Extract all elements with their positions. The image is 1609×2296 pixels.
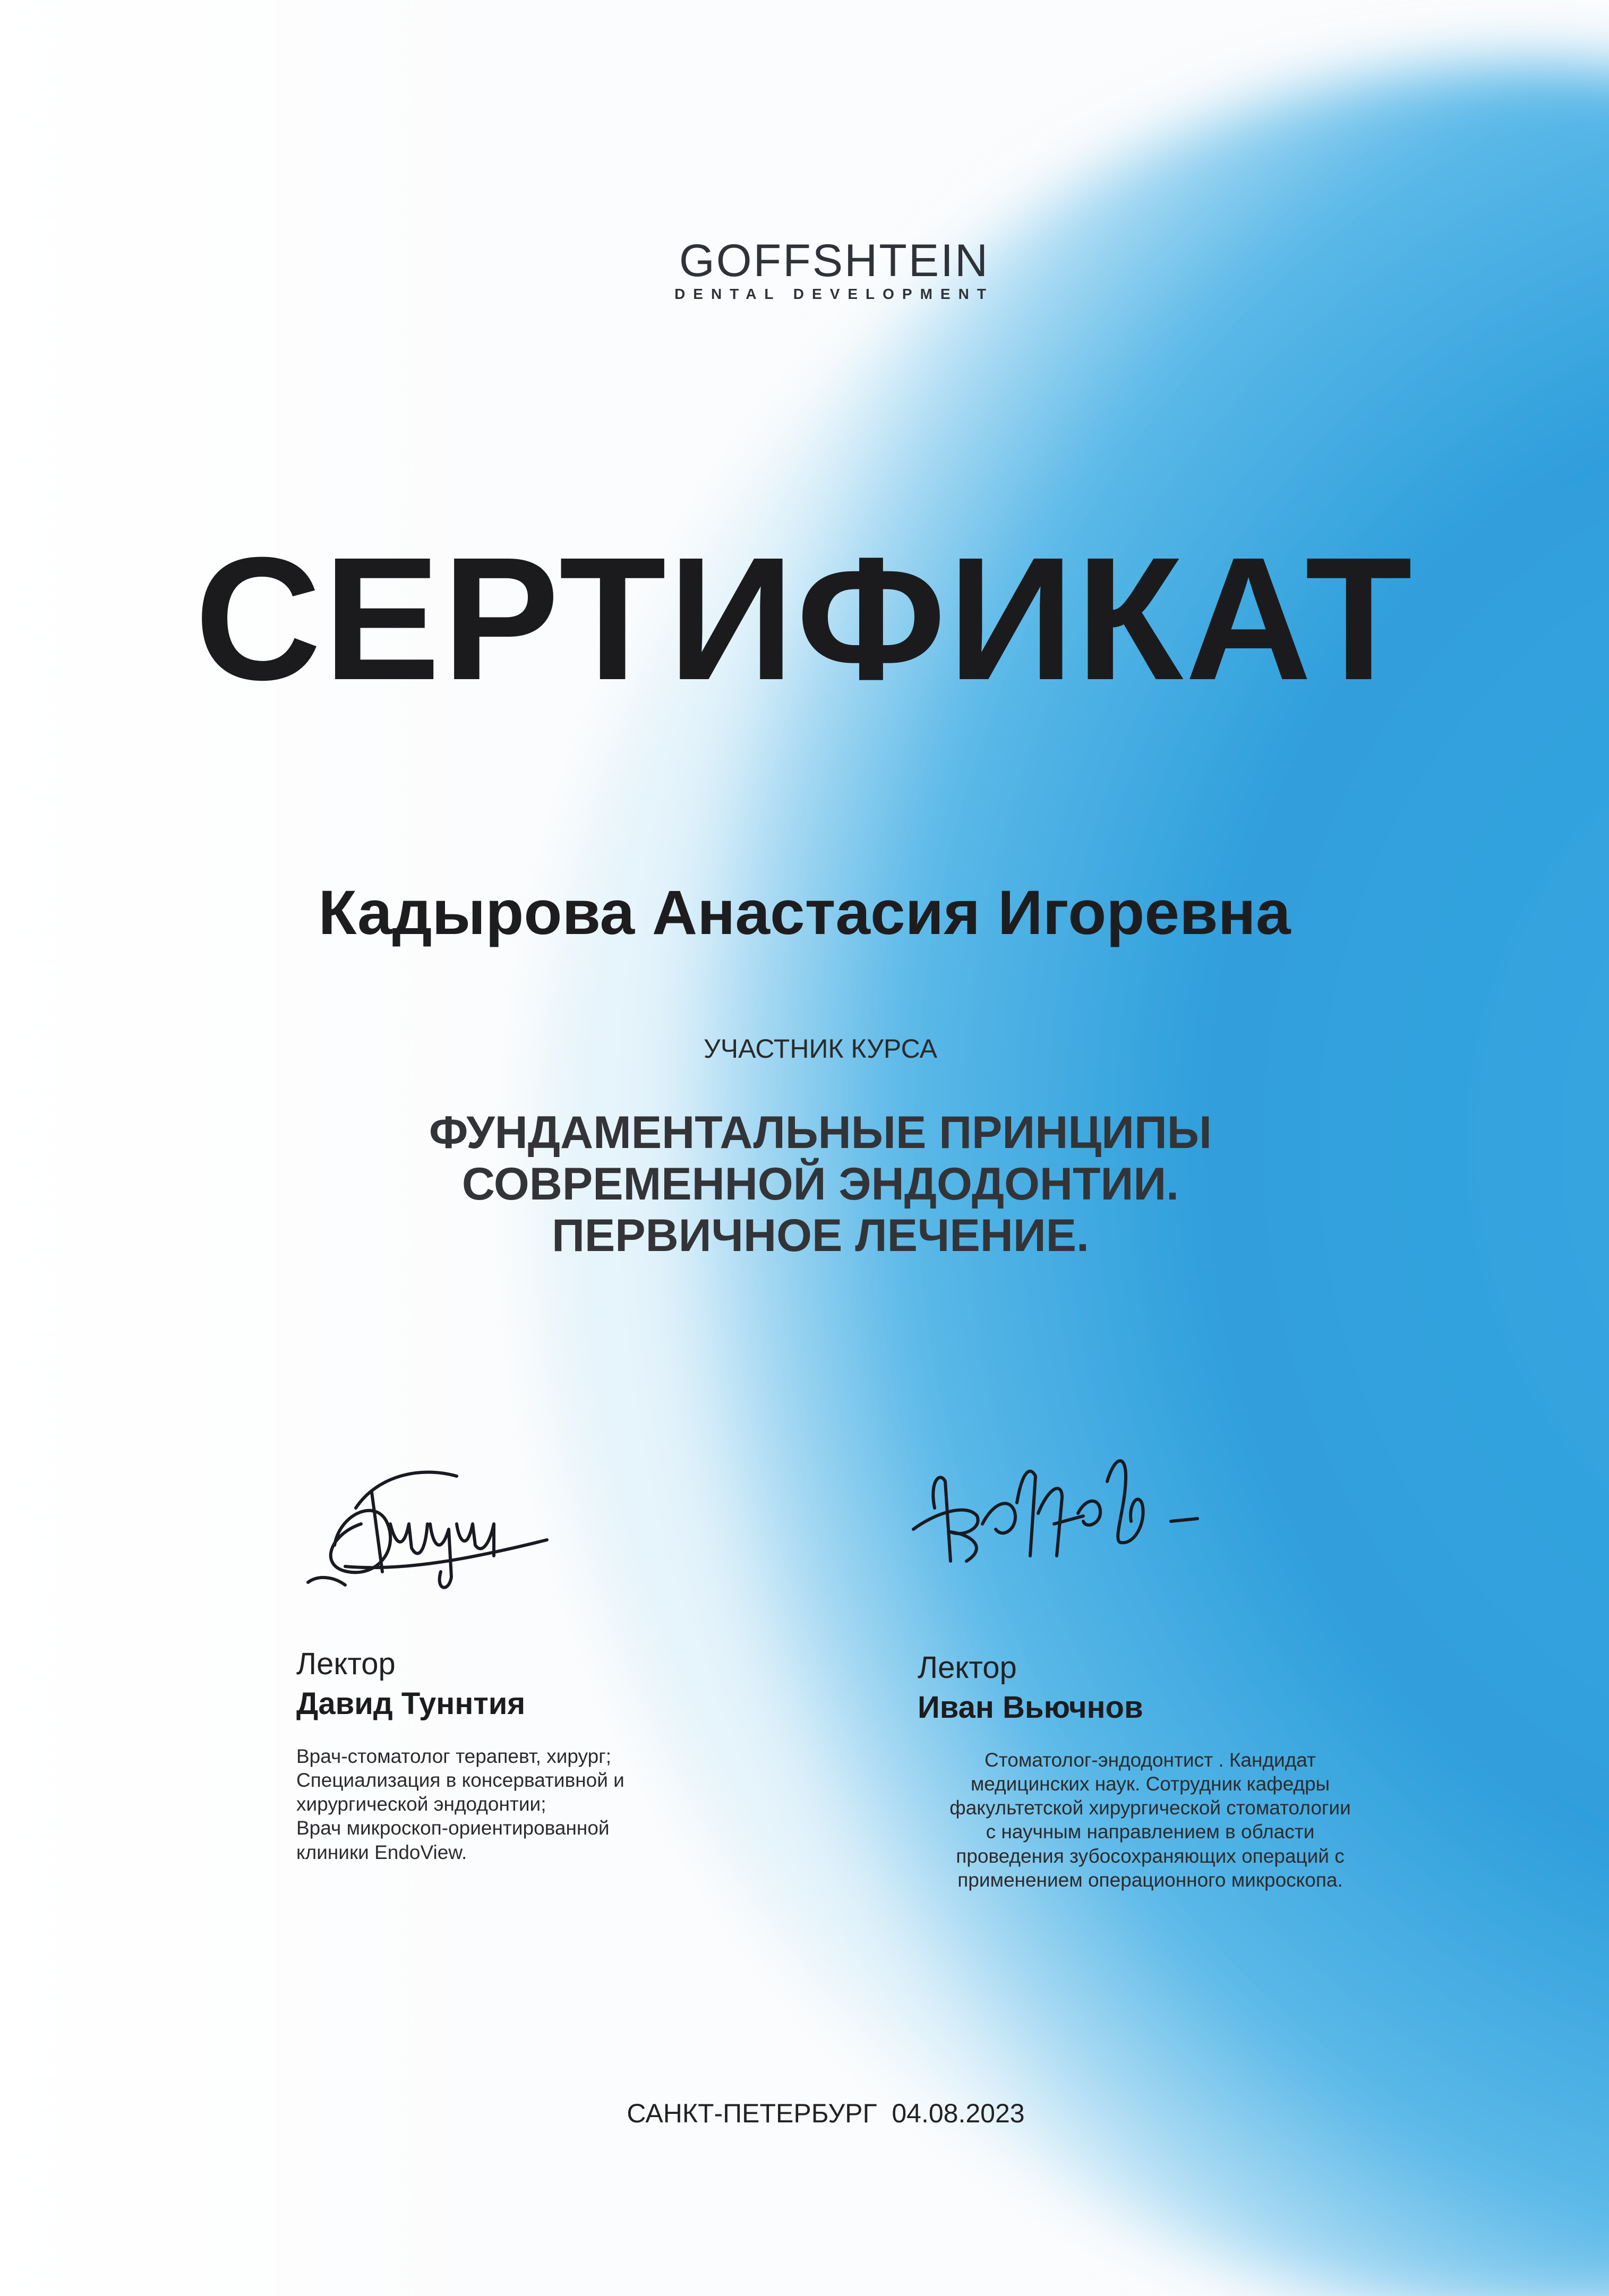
lector-description-line: факультетской хирургической стоматологии — [949, 1797, 1351, 1819]
course-title-line: ПЕРВИЧНОЕ ЛЕЧЕНИЕ. — [552, 1210, 1089, 1262]
lector-description-line: применением операционного микроскопа. — [957, 1869, 1343, 1891]
certificate-title: СЕРТИФИКАТ — [194, 520, 1415, 716]
lector-role: Лектор — [296, 1647, 396, 1681]
brand-logo-name: GOFFSHTEIN — [679, 235, 990, 286]
course-title-line: СОВРЕМЕННОЙ ЭНДОДОНТИИ. — [461, 1159, 1179, 1210]
lector-name: Иван Вьючнов — [918, 1690, 1143, 1725]
lector-description-line: с научным направлением в области — [986, 1821, 1315, 1843]
footer-city: САНКТ-ПЕТЕРБУРГ — [627, 2098, 877, 2128]
course-title — [0, 1107, 1609, 1262]
footer-place-date — [0, 2100, 1609, 2127]
lector-description-line: клиники EndoView. — [296, 1841, 467, 1863]
lector-description — [296, 1744, 679, 1864]
lector-role: Лектор — [918, 1650, 1017, 1685]
brand-logo-tagline: DENTAL DEVELOPMENT — [674, 286, 994, 302]
recipient-name: Кадырова Анастасия Игоревна — [318, 878, 1291, 948]
lector-description-line: Врач микроскоп-ориентированной — [296, 1817, 610, 1839]
signature-right — [903, 1423, 1221, 1582]
signature-left — [297, 1444, 595, 1604]
lector-description — [911, 1748, 1389, 1892]
participant-label: УЧАСТНИК КУРСА — [704, 1034, 937, 1064]
lector-description-line: медицинских наук. Сотрудник кафедры — [970, 1773, 1330, 1795]
lector-description-line: хирургической эндодонтии; — [296, 1793, 546, 1815]
lector-description-line: Стоматолог-эндодонтист . Кандидат — [984, 1749, 1316, 1771]
lector-name: Давид Туннтия — [296, 1686, 526, 1721]
lector-description-line: Специализация в консервативной и — [296, 1769, 624, 1792]
footer-date: 04.08.2023 — [892, 2098, 1025, 2128]
lector-description-line: Врач-стоматолог терапевт, хирург; — [296, 1745, 611, 1767]
course-title-line: ФУНДАМЕНТАЛЬНЫЕ ПРИНЦИПЫ — [429, 1107, 1212, 1158]
lector-description-line: проведения зубосохраняющих операций с — [956, 1845, 1345, 1867]
